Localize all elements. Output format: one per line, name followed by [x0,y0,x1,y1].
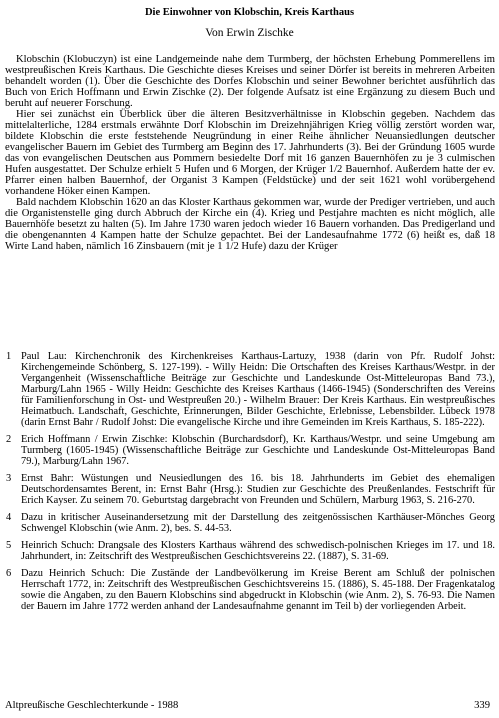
footnote-text: Dazu Heinrich Schuch: Die Zustände der Landbevölkerung im Kreise Berent am Schluß der polnischen Herrschaft 1772, in: Zeitschrift des Westpreußischen Geschichtsvereins 15. (1886), S. 45-188. Der Fragenkatalog sowie die Angaben, zu den Bauern Klobschins sind abgedruckt in Klobschin (wie Anm. 2), S. 76-93. Die Namen der Bauern im Jahre 1772 werden anhand der Landesaufnahme genannt im Teil b) der vorliegenden Arbeit. [21,568,495,612]
footnote-text: Paul Lau: Kirchenchronik des Kirchenkreises Karthaus-Lartuzy, 1938 (darin von Pfr. Rudolf Johst: Kirchengemeinde Schönberg, S. 127-199). - Willy Heidn: Die Ortschaften des Kreises Karthaus/Westpr. in der Vergangenheit (Wissenschaftliche Beiträge zur Geschichte und Landeskunde Ost-Mitteleuropas Band 73.), Marburg/Lahn 1965 - Willy Heidn: Geschichte des Kreises Karthaus (1466-1945) (Sonderschriften des Vereins für Familienforschung in Ost- und Westpreußen 20.) - Wilhelm Brauer: Der Kreis Karthaus. Ein westpreußisches Heimatbuch. Landschaft, Geschichte, Erinnerungen, Bilder Geschichte, Erlebnisse, Lebensbilder. Lübeck 1978 (darin Ernst Bahr / Rudolf Johst: Die evangelische Kirche und ihre Gemeinden im Kreis Karthaus, S. 185-222). [21,351,495,428]
footnotes-section [5,351,495,618]
footnote [5,434,495,467]
footnote [5,540,495,562]
footnote [5,351,495,428]
footnote-text: Ernst Bahr: Wüstungen und Neusiedlungen des 16. bis 18. Jahrhunderts im Gebiet des ehemaligen Deutschordensamtes Berent, in: Ernst Bahr (Hrsg.): Studien zur Geschichte des Preußenlandes. Festschrift für Erich Kayser. Zu seinem 70. Geburtstag dargebracht von Freunden und Schülern, Marburg 1963, S. 216-270. [21,473,495,506]
footnote-number: 2 [6,434,12,445]
footnote-number: 1 [6,351,12,362]
body-paragraph: Bald nachdem Klobschin 1620 an das Kloster Karthaus gekommen war, wurde der Prediger vertrieben, und auch die Organistenstelle ging durch Abbruch der Kirche ein (4). Krieg und Pestjahre machten es nicht möglich, alle Bauernhöfe besetzt zu halten (5). Im Jahre 1730 waren jedoch wieder 16 Bauern vorhanden. Das Predigerland und die obengenannten 4 Kampen hatte der Schulze gepachtet. Bei der Landesaufnahme 1772 (6) heißt es, daß 18 Wirte Land haben, nämlich 16 Zinsbauern (mit je 1 1/2 Hufe) dazu der Krüger [5,197,495,252]
article-author: Von Erwin Zischke [205,27,294,39]
journal-name: Altpreußische Geschlechterkunde - 1988 [5,700,179,711]
footnote [5,512,495,534]
footnote-number: 5 [6,540,12,551]
article-title: Die Einwohner von Klobschin, Kreis Karthaus [144,7,355,18]
footnote-text: Heinrich Schuch: Drangsale des Klosters Karthaus während des schwedisch-polnischen Krieges im 17. und 18. Jahrhundert, in: Zeitschrift des Westpreußischen Geschichtsvereins 22. (1887), S. 31-69. [21,540,495,562]
footnote-text: Dazu in kritischer Auseinandersetzung mit der Darstellung des zeitgenössischen Karthäuser-Mönches Georg Schwengel Klobschin (wie Anm. 2), bes. S. 44-53. [21,512,495,534]
article-body [5,54,495,252]
footnote [5,568,495,612]
footnote-number: 4 [6,512,12,523]
body-paragraph: Hier sei zunächst ein Überblick über die älteren Besitzverhältnisse in Klobschin gegeben. Nachdem das mittelalterliche, 1284 erstmals erwähnte Dorf Klobschin im Dreizehnjährigen Krieg völlig zerstört worden war, bildete Klobschin die erste feststehende Neugründung in einer Reihe ähnlicher Neuansiedlungen deutscher evangelischer Bauern im Gebiet des Turmberg am Beginn des 17. Jahrhunderts (3). Bei der Gründung 1605 wurde das von evangelischen Deutschen aus Pommern besiedelte Dorf mit 16 ganzen Bauernhöfen zu je 3 culmischen Hufen ausgestattet. Der Schulze erhielt 5 Hufen und 6 Morgen, der Krüger 1/2 Bauernhof. Außerdem hatte der ev. Pfarrer einen halben Bauernhof, der Organist 3 Kampen (Feldstücke) und der seit 1621 wohl vorübergehend vorhandene Höker einen Kampen. [5,109,495,197]
footnote-number: 6 [6,568,12,579]
footnote-text: Erich Hoffmann / Erwin Zischke: Klobschin (Burchardsdorf), Kr. Karthaus/Westpr. und seine Umgebung am Turmberg (1605-1945) (Wissenschaftliche Beiträge zur Geschichte und Landeskunde Ost-Mitteleuropas Band 79.), Marburg/Lahn 1967. [21,434,495,467]
footnote-number: 3 [6,473,12,484]
page-number: 339 [474,700,490,711]
body-paragraph: Klobschin (Klobuczyn) ist eine Landgemeinde nahe dem Turmberg, der höchsten Erhebung Pommerellens im westpreußischen Kreis Karthaus. Die Geschichte dieses Kreises und seiner Dörfer ist bereits in mehreren Arbeiten behandelt worden (1). Über die Geschichte des Dorfes Klobschin und seiner Bewohner berichtet ausführlich das Buch von Erich Hoffmann und Erwin Zischke (2). Der folgende Aufsatz ist eine Ergänzung zu diesem Buch und beruht auf neuerer Forschung. [5,54,495,109]
footnote [5,473,495,506]
